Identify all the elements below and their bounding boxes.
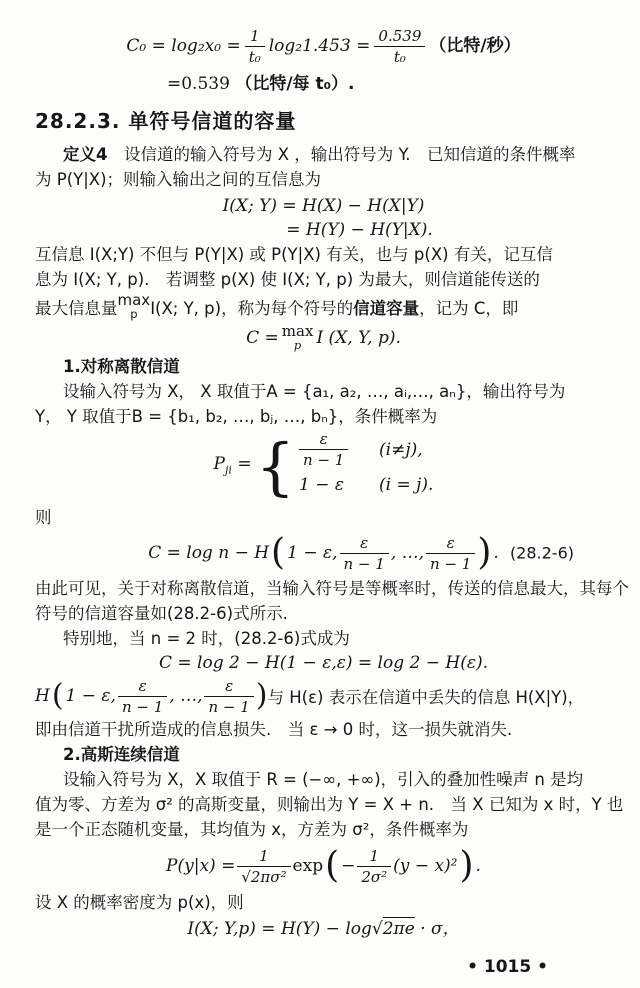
paragraph-mutual-line3 [35,292,612,322]
equation-c0-line2 [35,72,612,96]
eq-c0-mid: log₂1.453 = [268,36,371,56]
section-heading: 28.2.3. 单符号信道的容量 [35,109,297,133]
fraction-1-over-t0 [245,27,265,66]
paragraph-loss-line1 [35,675,612,717]
eq-c0-line2-unit: （比特/每 t₀）. [235,74,355,94]
eq-gauss-lhs: P(y|x) = [166,856,236,876]
left-brace: { [255,430,296,504]
paragraph-definition4-line1 [35,142,612,167]
eq-c0-lead: C₀ = log₂x₀ = [126,36,241,56]
sqrt-radicand: 2πσ² [250,867,287,886]
eq-2826-arg-mid: , …, [390,543,425,563]
case-row-1 [299,432,433,467]
sqrt-symbol: √ [241,867,251,886]
left-paren: ( [51,678,64,713]
fraction-denominator: n − 1 [303,451,345,469]
line3-end: ，记为 C，即 [419,299,519,318]
pji-base: P [213,453,225,474]
paragraph-mutual-line1: 互信息 I(X;Y) 不但与 P(Y|X) 或 P(Y|X) 有关，也与 p(X) 有关，记互信 [35,245,553,264]
left-paren: ( [271,531,286,573]
case2-expression: 1 − ε [299,474,345,495]
sqrt-symbol: √ [371,919,383,939]
fraction-denominator [237,867,290,886]
gauss-period: . [475,856,481,876]
paragraph-special-case: 特别地，当 n = 2 时，(28.2-6)式成为 [63,629,350,648]
left-paren: ( [325,844,340,886]
equation-pji-cases [35,431,612,503]
sqrt-radicand: 2πe [382,919,415,939]
channel-capacity-term: 信道容量 [353,299,420,318]
eq-info-tail: · σ， [414,919,460,939]
variance-fraction [357,847,391,886]
equation-gaussian [35,842,612,890]
epsilon-fraction [118,677,167,716]
eq-c0-unit: （比特/秒） [429,36,521,56]
fraction-numerator: 1 [357,847,391,867]
line3-middle: I(X; Y, p)，称为每个符号的 [150,299,354,318]
fraction-denominator: t₀ [393,47,406,66]
definition-text: 设信道的输入符号为 X ，输出符号为 Y. 已知信道的条件概率 [107,145,576,164]
page-number: • 1015 • [467,957,548,977]
section1-line2: Y， Y 取值于B = {b₁, b₂, …, bⱼ, …, bₙ}，条件概率为 [35,407,438,426]
section2-line1: 设输入符号为 X，X 取值于 R = (−∞, +∞)，引入的叠加性噪声 n 是均 [63,770,584,789]
equation-n2: C = log 2 − H(1 − ε,ε) = log 2 − H(ε). [159,653,488,673]
section2-line2: 值为零、方差为 σ² 的高斯变量，则输出为 Y = X + n. 当 X 已知为 x 时，Y 也 [35,795,624,814]
fraction-numerator: ε [299,430,348,450]
fraction-numerator: ε [340,534,389,554]
equation-mutual-info-line2 [35,218,612,242]
line3-prefix: 最大信息量 [35,299,118,318]
section2-line3: 是一个正态随机变量，其均值为 x，方差为 σ²，条件概率为 [35,820,469,839]
subsection-2-title: 2.高斯连续信道 [63,745,180,764]
eq-capacity-rhs: I (X, Y, p). [316,328,401,348]
eq-info-lead: I(X; Y,p) = H(Y) − log [187,919,372,939]
exp-operator: exp [292,856,324,876]
loss-line1-text: 与 H(ε) 表示在信道中丢失的信息 H(X|Y)， [267,688,585,707]
subsection-1-title: 1.对称离散信道 [63,357,180,376]
paragraph-definition4-line2: 为 P(Y|X)；则输入输出之间的互信息为 [35,170,322,189]
max-operator [282,324,314,352]
fraction-numerator: 1 [245,27,265,47]
fraction-numerator: ε [426,534,475,554]
fraction-denominator: n − 1 [430,554,472,573]
case2-condition: (i = j). [379,474,434,495]
paragraph-symmetric-line1: 由此可见，关于对称离散信道，当输入符号是等概率时，传送的信息最大，其每个 [35,579,629,598]
max-operator [118,293,151,321]
case1-expression [299,430,363,469]
right-paren: ) [459,844,474,886]
equation-info [35,917,612,941]
epsilon-fraction [426,534,475,573]
max-label: max [117,291,151,310]
fraction-0539-over-t0 [374,27,425,66]
paragraph-mutual-line2: 息为 I(X; Y, p). 若调整 p(X) 使 I(X; Y, p) 为最大，则信道能传送的 [35,270,540,289]
case1-condition: (i≠j), [379,439,423,460]
pji-equals: = [231,453,252,474]
fraction-denominator: n − 1 [343,554,385,573]
max-subscript: p [293,338,302,353]
then-label: 则 [35,508,52,527]
H-arg-pre: 1 − ε, [65,686,116,706]
fraction-denominator: t₀ [248,47,261,66]
epsilon-fraction [204,677,253,716]
case-row-2 [299,467,433,502]
pji-symbol [214,452,252,482]
equation-mutual-info-line1: I(X; Y) = H(X) − H(X|Y) [222,196,425,216]
pji-subscript: ji [224,463,232,477]
fraction-numerator: 1 [237,847,290,867]
eq-2826-arg-pre: 1 − ε, [287,543,338,563]
epsilon-fraction [299,430,348,469]
equation-capacity [35,322,612,354]
equation-2826-row [35,530,612,576]
max-subscript: p [130,307,138,322]
paragraph-symmetric-line2: 符号的信道容量如(28.2-6)式所示. [35,604,288,623]
fraction-denominator: 2σ² [361,867,388,886]
eq-2826-period: . [493,543,499,563]
paragraph-density: 设 X 的概率密度为 p(x)，则 [35,893,244,912]
H-arg-mid: , …, [169,686,203,706]
right-paren: ) [477,531,492,573]
gauss-arg-pre: − [341,856,356,876]
eq-mutual-line2-text: = H(Y) − H(Y|X). [286,220,433,240]
gauss-arg-post: (y − x)² [393,856,458,876]
definition-label: 定义4 [63,145,108,164]
fraction-numerator: 0.539 [374,27,425,47]
fraction-numerator: ε [204,677,253,697]
paragraph-loss-line2: 即由信道干扰所造成的信息损失. 当 ε → 0 时，这一损失就消失. [35,720,513,739]
eq-capacity-lhs: C = [246,328,279,348]
H-symbol: H [35,686,50,706]
epsilon-fraction [340,534,389,573]
equation-number-tag: (28.2-6) [509,543,574,563]
gauss-fraction [237,847,290,886]
section1-line1: 设输入符号为 X， X 取值于A = {a₁, a₂, …, aᵢ,…, aₙ}，输出符号为 [63,382,566,401]
eq-c0-line2-value: =0.539 [167,74,230,94]
fraction-denominator: n − 1 [121,697,164,716]
eq-2826-lead: C = log n − H [148,543,270,563]
right-paren: ) [255,678,268,713]
equation-c0 [35,24,612,68]
max-label: max [281,322,314,341]
fraction-denominator: n − 1 [208,697,250,716]
fraction-numerator: ε [118,677,167,697]
cases-block [299,432,433,502]
inline-H-formula [35,677,268,716]
